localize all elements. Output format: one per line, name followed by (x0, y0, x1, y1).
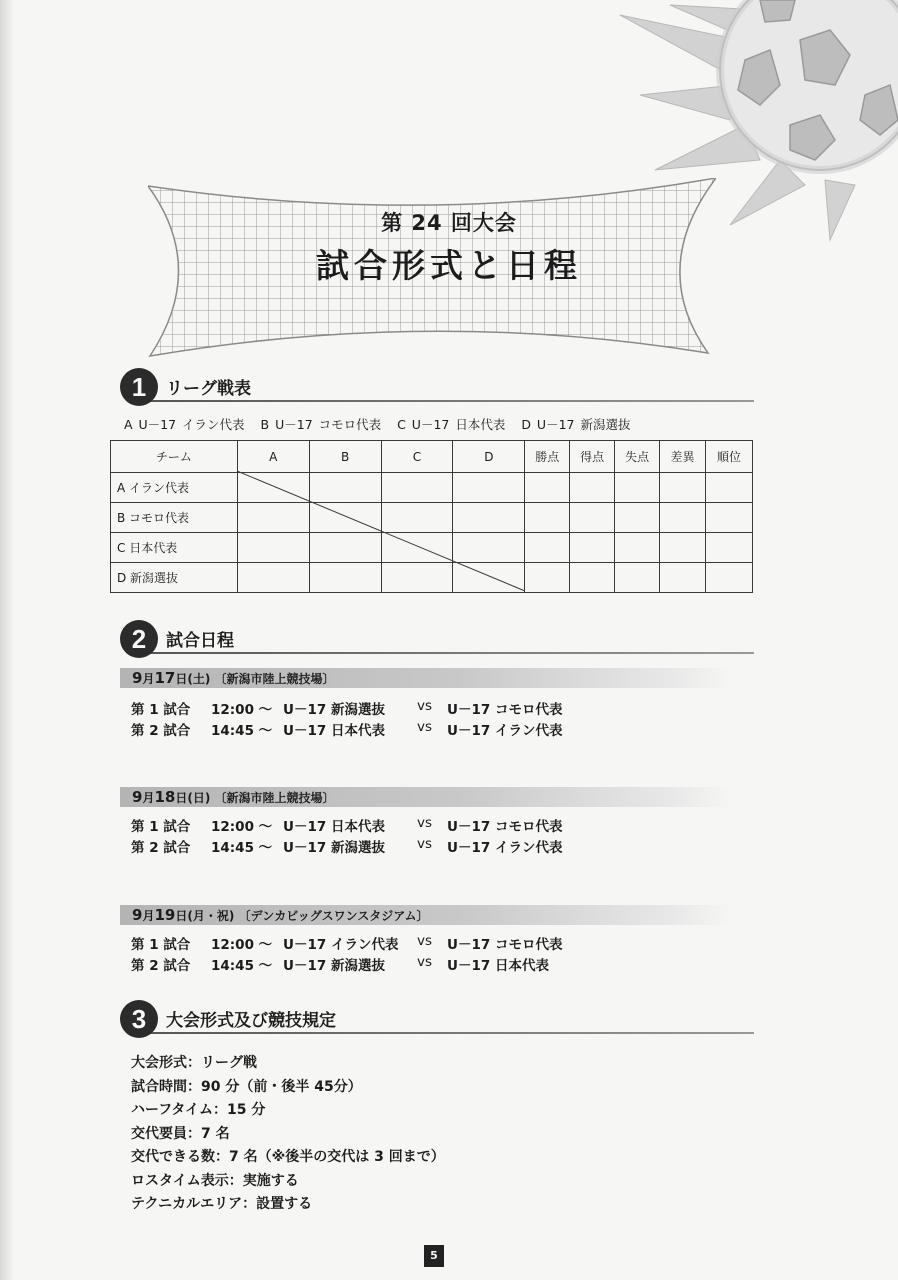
match-home: U－17 日本代表 (283, 723, 385, 739)
table-cell (237, 533, 309, 563)
rule-item: テクニカルエリア：設置する (131, 1196, 313, 1212)
section-heading-rules (118, 1000, 754, 1040)
date-month: 9 (132, 788, 143, 806)
section-heading-league (118, 368, 754, 408)
column-header: 失点 (615, 441, 660, 473)
league-table (110, 440, 753, 593)
table-cell (570, 563, 615, 593)
row-team-label: C 日本代表 (111, 533, 238, 563)
match-home: U－17 イラン代表 (283, 937, 399, 953)
match-vs: vs (417, 719, 433, 735)
match-home: U－17 新潟選抜 (283, 702, 385, 718)
schedule-date-bar: 9月19日(月・祝) 〔デンカビッグスワンスタジアム〕 (120, 905, 732, 925)
match-away: U－17 コモロ代表 (447, 702, 563, 718)
team-entry: C U－17 日本代表 (397, 417, 506, 432)
table-cell (615, 473, 660, 503)
table-cell (381, 533, 453, 563)
rule-item: 試合時間：90 分（前・後半 45分） (131, 1078, 362, 1095)
match-vs: vs (417, 933, 433, 949)
section-title: 大会形式及び競技規定 (166, 1011, 336, 1031)
date-month: 9 (132, 906, 143, 924)
row-team-label: B コモロ代表 (111, 503, 238, 533)
date-day: 19 (154, 906, 176, 924)
match-away: U－17 イラン代表 (447, 840, 563, 856)
rule-item: 交代できる数：7 名（※後半の交代は 3 回まで） (131, 1149, 445, 1165)
column-header: C (381, 441, 453, 473)
page-number: 5 (424, 1245, 444, 1267)
match-vs: vs (417, 836, 433, 852)
match-vs: vs (417, 698, 433, 714)
match-home: U－17 新潟選抜 (283, 958, 385, 974)
table-cell (525, 533, 570, 563)
column-header: 得点 (570, 441, 615, 473)
table-cell (660, 563, 706, 593)
match-label: 第 1 試合 (131, 702, 191, 718)
match-label: 第 2 試合 (131, 958, 191, 974)
match-time: 14:45 ～ (211, 958, 273, 974)
match-away: U－17 日本代表 (447, 958, 549, 974)
section-rule (138, 400, 754, 402)
match-time: 12:00 ～ (211, 819, 273, 835)
table-cell (525, 473, 570, 503)
table-cell (615, 533, 660, 563)
table-cell (615, 563, 660, 593)
table-cell (309, 533, 381, 563)
table-cell (309, 563, 381, 593)
table-cell (381, 503, 453, 533)
team-entry: A U－17 イラン代表 (124, 417, 245, 432)
match-label: 第 1 試合 (131, 937, 191, 953)
column-header: 勝点 (525, 441, 570, 473)
table-row (111, 503, 753, 533)
schedule-date-bar: 9月18日(日) 〔新潟市陸上競技場〕 (120, 787, 732, 807)
match-vs: vs (417, 815, 433, 831)
table-row (111, 563, 753, 593)
page-title: 試合形式と日程 (316, 246, 582, 285)
row-team-label: D 新潟選抜 (111, 563, 238, 593)
column-header: チーム (111, 441, 238, 473)
section-rule (138, 1032, 754, 1034)
table-cell (570, 533, 615, 563)
venue-name: 〔デンカビッグスワンスタジアム〕 (238, 909, 429, 923)
team-entry: D U－17 新潟選抜 (521, 417, 631, 432)
table-cell (660, 473, 706, 503)
page-binding-shadow (0, 0, 14, 1280)
venue-name: 〔新潟市陸上競技場〕 (214, 791, 335, 805)
table-row (111, 533, 753, 563)
date-month: 9 (132, 669, 143, 687)
section-number: 2 (120, 620, 158, 658)
table-cell (453, 563, 525, 593)
match-time: 12:00 ～ (211, 937, 273, 953)
match-home: U－17 日本代表 (283, 819, 385, 835)
match-label: 第 1 試合 (131, 819, 191, 835)
table-cell (381, 473, 453, 503)
rule-item: ハーフタイム：15 分 (131, 1102, 266, 1118)
match-away: U－17 イラン代表 (447, 723, 563, 739)
match-label: 第 2 試合 (131, 840, 191, 856)
rule-item: 交代要員：7 名 (131, 1125, 230, 1142)
rule-item: ロスタイム表示：実施する (131, 1172, 299, 1189)
match-label: 第 2 試合 (131, 723, 191, 739)
match-time: 14:45 ～ (211, 840, 273, 856)
venue-name: 〔新潟市陸上競技場〕 (214, 672, 335, 686)
table-cell (525, 503, 570, 533)
table-row (111, 473, 753, 503)
date-day: 17 (154, 669, 176, 687)
table-cell (706, 503, 753, 533)
table-cell (309, 503, 381, 533)
rules-list (131, 1052, 445, 1217)
table-cell (660, 533, 706, 563)
match-away: U－17 コモロ代表 (447, 937, 563, 953)
column-header: B (309, 441, 381, 473)
table-cell (570, 503, 615, 533)
team-list (124, 415, 640, 433)
rule-item: 大会形式：リーグ戦 (131, 1055, 257, 1071)
table-cell (237, 503, 309, 533)
table-cell (381, 563, 453, 593)
match-vs: vs (417, 954, 433, 970)
table-cell (309, 473, 381, 503)
match-home: U－17 新潟選抜 (283, 840, 385, 856)
table-cell (237, 563, 309, 593)
date-day: 18 (154, 788, 176, 806)
team-entry: B U－17 コモロ代表 (260, 417, 382, 432)
table-cell (615, 503, 660, 533)
table-cell (525, 563, 570, 593)
table-cell (453, 473, 525, 503)
section-title: リーグ戦表 (166, 379, 251, 399)
column-header: 順位 (706, 441, 753, 473)
table-cell (237, 473, 309, 503)
date-weekday: 日(土) (175, 672, 211, 686)
column-header: 差異 (660, 441, 706, 473)
match-time: 12:00 ～ (211, 702, 273, 718)
section-number: 3 (120, 1000, 158, 1038)
section-title: 試合日程 (166, 631, 234, 651)
column-header: A (237, 441, 309, 473)
column-header: D (453, 441, 525, 473)
table-cell (706, 473, 753, 503)
section-number: 1 (120, 368, 158, 406)
date-weekday: 日(日) (175, 791, 211, 805)
edition-title: 第 24 回大会 (381, 211, 517, 235)
match-away: U－17 コモロ代表 (447, 819, 563, 835)
table-cell (706, 563, 753, 593)
table-cell (660, 503, 706, 533)
section-rule (138, 652, 754, 654)
date-weekday: 日(月・祝) (175, 909, 235, 923)
row-team-label: A イラン代表 (111, 473, 238, 503)
table-cell (706, 533, 753, 563)
table-header-row (111, 441, 753, 473)
match-time: 14:45 ～ (211, 723, 273, 739)
table-cell (570, 473, 615, 503)
schedule-date-bar: 9月17日(土) 〔新潟市陸上競技場〕 (120, 668, 732, 688)
section-heading-schedule (118, 620, 754, 660)
table-cell (453, 503, 525, 533)
table-cell (453, 533, 525, 563)
